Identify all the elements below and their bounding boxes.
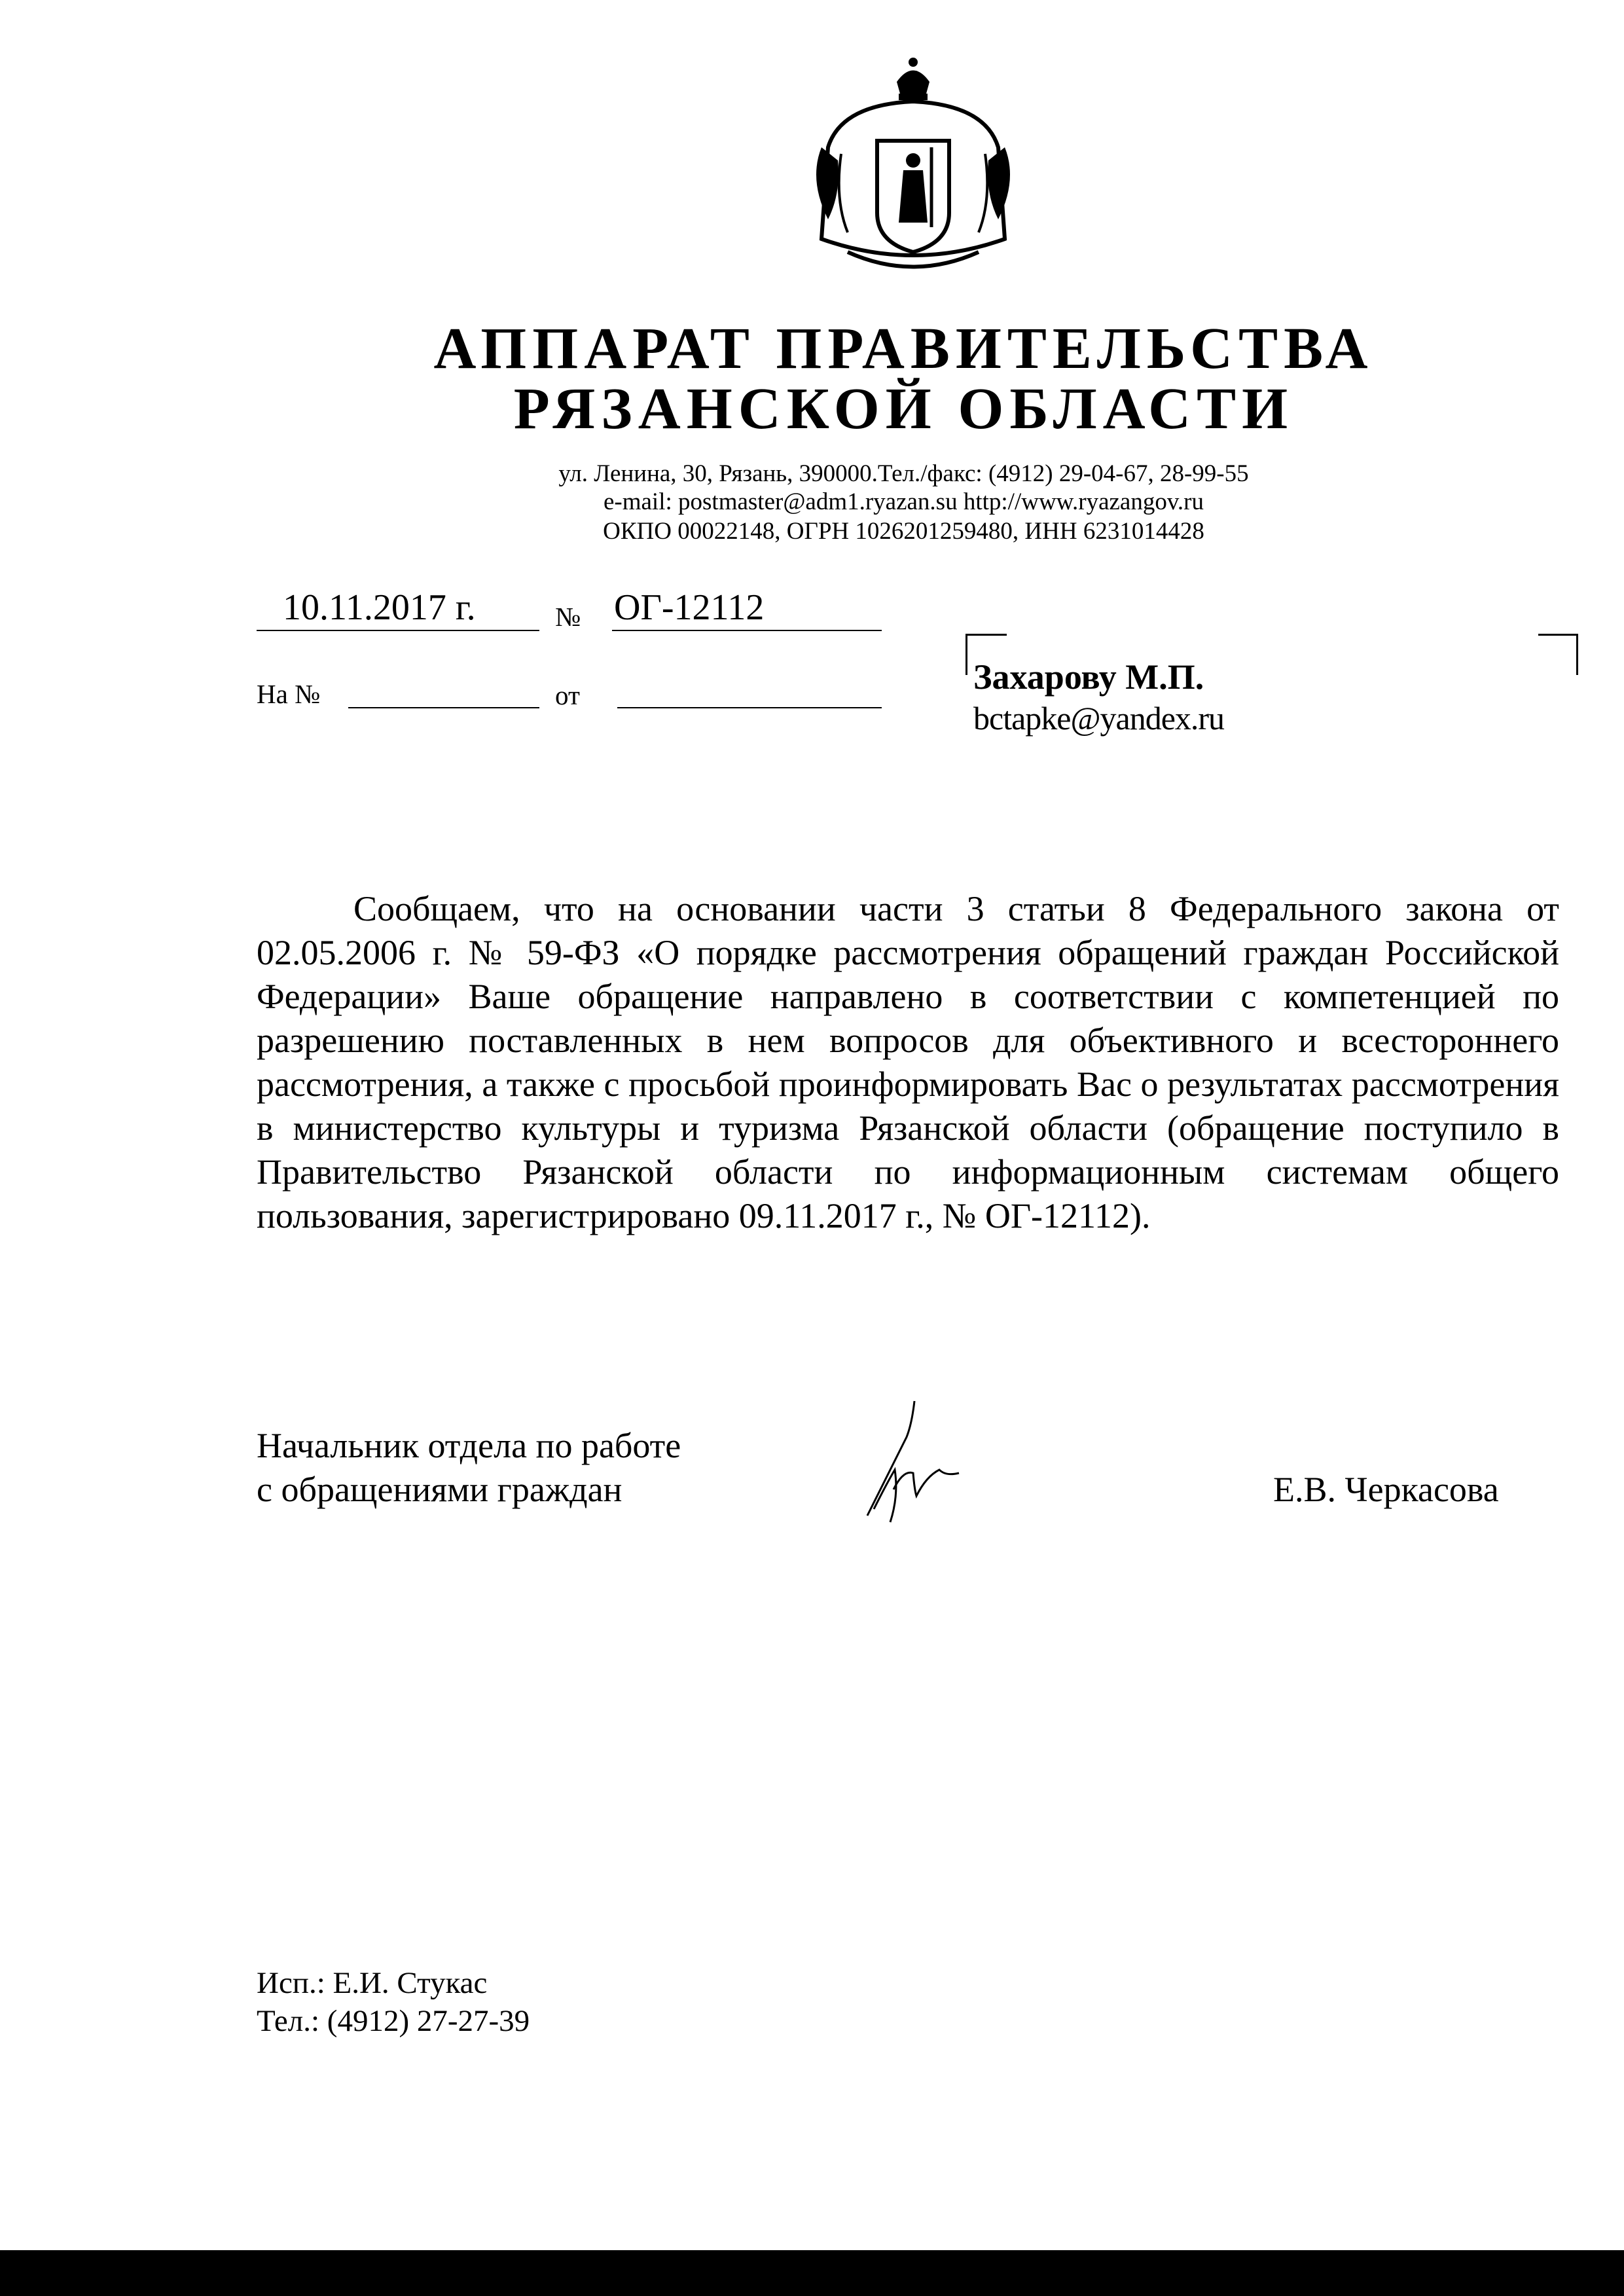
letter-date: 10.11.2017 г.	[283, 587, 476, 628]
contact-address: ул. Ленина, 30, Рязань, 390000.Тел./факс: (4912) 29-04-67, 28-99-55	[558, 460, 1249, 487]
reference-number-line	[348, 707, 539, 708]
addressee-name: Захарову М.П.	[973, 657, 1204, 697]
handwritten-signature-icon	[854, 1398, 985, 1529]
signatory-position-line1: Начальник отдела по работе	[257, 1426, 681, 1465]
letter-number: ОГ-12112	[614, 587, 765, 628]
address-corner-right	[1538, 634, 1578, 675]
executor-name: Исп.: Е.И. Стукас	[257, 1966, 488, 2000]
number-label: №	[555, 602, 581, 632]
signatory-position-line2: с обращениями граждан	[257, 1470, 623, 1509]
scan-bottom-border	[0, 2250, 1624, 2296]
addressee-email: bctapke@yandex.ru	[973, 700, 1225, 737]
executor-phone: Тел.: (4912) 27-27-39	[257, 2004, 530, 2038]
executor-info	[257, 1964, 530, 2040]
number-underline	[612, 630, 882, 631]
org-name-line1: АППАРАТ ПРАВИТЕЛЬСТВА	[433, 316, 1374, 381]
coat-of-arms-icon	[802, 56, 1024, 282]
reference-date-line	[617, 707, 882, 708]
reference-label: На №	[257, 679, 321, 709]
signatory-name: Е.В. Черкасова	[1273, 1470, 1499, 1509]
letter-body: Сообщаем, что на основании части 3 статьи 8 Федерального закона от 02.05.2006 г. № 59-ФЗ «О порядке рассмотрения обращений граждан Российской Федерации» Ваше обращение направлено в соответствии с компетенцией по разрешению поставленных в нем вопросов для объективного и всестороннего рассмотрения, а также с просьбой проинформировать Вас о результатах рассмотрения в министерство культуры и туризма Рязанской области (обращение поступило в Правительство Рязанской области по информационным системам общего пользования, зарегистрировано 09.11.2017 г., № ОГ-12112).	[257, 889, 1559, 1235]
date-underline	[257, 630, 539, 631]
contact-email: e-mail: postmaster@adm1.ryazan.su http://www.ryazangov.ru	[603, 488, 1204, 515]
org-name-line2: РЯЗАНСКОЙ ОБЛАСТИ	[513, 376, 1294, 441]
signatory-position	[257, 1424, 681, 1512]
contact-registration: ОКПО 00022148, ОГРН 1026201259480, ИНН 6231014428	[603, 518, 1204, 545]
reference-from-label: от	[555, 680, 580, 710]
